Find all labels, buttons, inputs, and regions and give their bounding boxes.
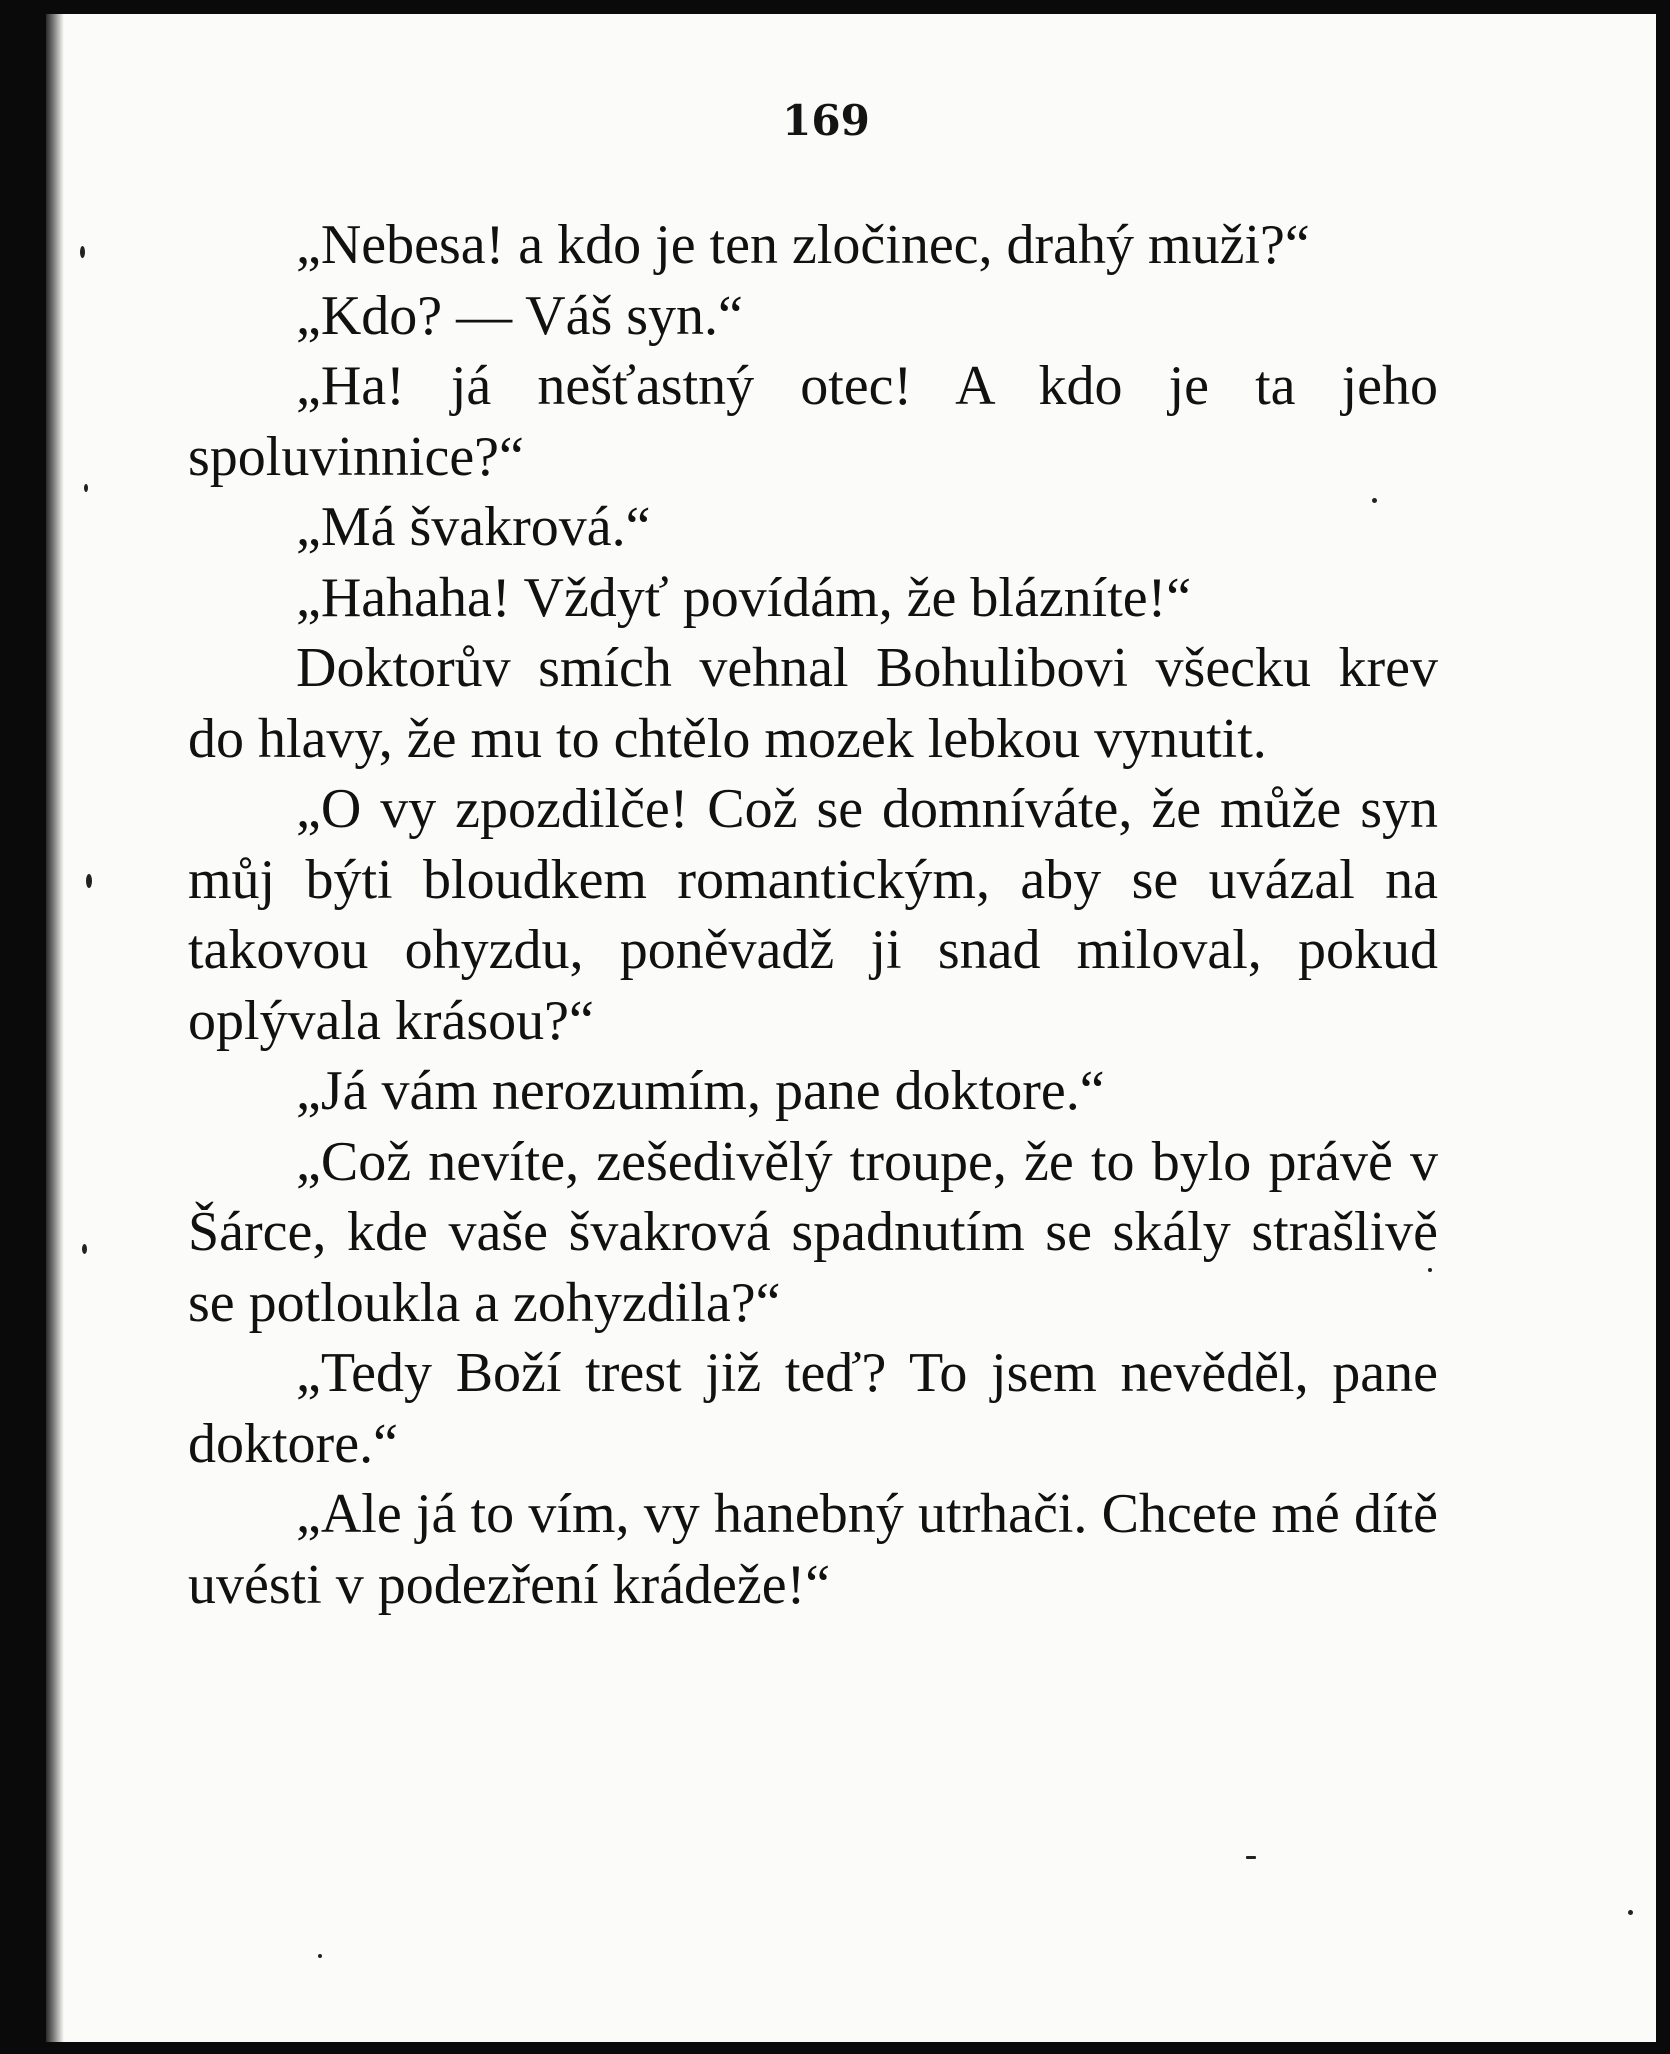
paragraph: „Hahaha! Vždyť povídám, že blázníte!“ (296, 566, 1192, 629)
print-speck (84, 484, 88, 492)
paragraph: „O vy zpozdilče! Což se domníváte, že může syn můj býti bloudkem romantickým, aby se uvázal na takovou ohyzdu, poněvadž ji snad miloval, pokud oplývala krásou?“ (188, 778, 1438, 1052)
paragraph: „Ale já to vím, vy hanebný utrhači. Chcete mé dítě uvésti v podezření krádeže!“ (188, 1483, 1438, 1616)
book-page (46, 14, 1656, 2042)
body-text (188, 210, 1438, 1620)
paragraph: „Což nevíte, zešedivělý troupe, že to bylo právě v Šárce, kde vaše švakrová spadnutím se skály strašlivě se potloukla a zohyzdila?“ (188, 1130, 1438, 1334)
print-speck (1628, 1910, 1633, 1915)
print-speck (86, 874, 92, 888)
paragraph: „Ha! já nešťastný otec! A kdo je ta jeho spoluvinnice?“ (188, 355, 1438, 488)
paragraph: „Tedy Boží trest již teď? To jsem nevěděl, pane doktore.“ (188, 1342, 1438, 1475)
page-binding-edge (46, 14, 64, 2042)
print-speck (82, 1244, 87, 1254)
paragraph: „Kdo? — Váš syn.“ (296, 284, 743, 347)
paragraph: „Nebesa! a kdo je ten zločinec, drahý muži?“ (296, 214, 1310, 276)
print-speck (318, 1954, 322, 1958)
paragraph: „Má švakrová.“ (296, 496, 651, 558)
print-speck (80, 246, 85, 258)
paragraph: Doktorův smích vehnal Bohulibovi všecku krev do hlavy, že mu to chtělo mozek lebkou vynutit. (188, 637, 1438, 770)
print-speck (1246, 1856, 1256, 1859)
page-number: 169 (782, 96, 870, 145)
paragraph: „Já vám nerozumím, pane doktore.“ (296, 1060, 1105, 1122)
